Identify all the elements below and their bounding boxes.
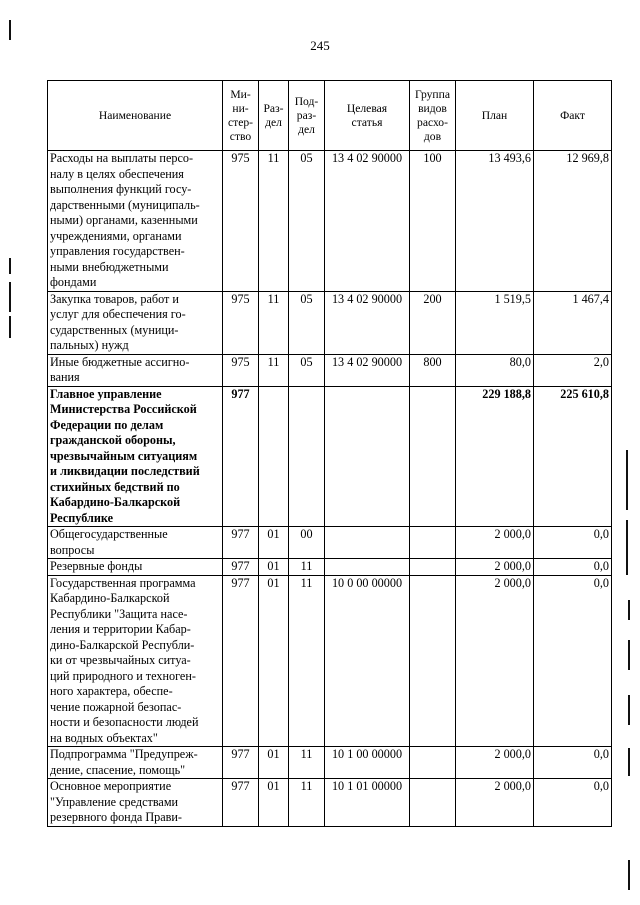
row-name-cell: Подпрограмма "Предупреж- дение, спасение, помощь" <box>48 747 223 779</box>
subsection-cell: 00 <box>289 527 325 559</box>
group-cell <box>410 559 456 576</box>
ministry-cell: 975 <box>223 151 259 292</box>
scan-mark <box>9 258 11 274</box>
subsection-cell: 05 <box>289 354 325 386</box>
scan-mark <box>626 520 628 575</box>
ministry-cell: 977 <box>223 747 259 779</box>
page-number: 245 <box>310 38 330 53</box>
subsection-cell: 11 <box>289 559 325 576</box>
plan-cell: 2 000,0 <box>456 747 534 779</box>
scan-mark <box>628 695 630 725</box>
table-row <box>48 747 612 779</box>
ministry-cell: 977 <box>223 386 259 527</box>
scan-mark <box>628 600 630 620</box>
section-cell: 11 <box>259 151 289 292</box>
scan-mark <box>9 20 11 40</box>
header-ministry: Ми- ни- стер- ство <box>223 81 259 151</box>
fact-cell: 225 610,8 <box>534 386 612 527</box>
fact-cell: 1 467,4 <box>534 291 612 354</box>
scan-mark <box>628 748 630 776</box>
group-cell: 800 <box>410 354 456 386</box>
header-plan: План <box>456 81 534 151</box>
header-group: Группа видов расхо- дов <box>410 81 456 151</box>
table-row <box>48 291 612 354</box>
ministry-cell: 977 <box>223 779 259 827</box>
group-cell <box>410 779 456 827</box>
plan-cell: 2 000,0 <box>456 527 534 559</box>
table-row <box>48 386 612 527</box>
row-name-cell: Закупка товаров, работ и услуг для обеспечения го- сударственных (муници- пальных) нужд <box>48 291 223 354</box>
ministry-cell: 975 <box>223 354 259 386</box>
section-cell: 01 <box>259 527 289 559</box>
section-cell: 11 <box>259 354 289 386</box>
budget-table <box>47 80 612 827</box>
fact-cell: 2,0 <box>534 354 612 386</box>
fact-cell: 0,0 <box>534 747 612 779</box>
row-name-cell: Основное мероприятие "Управление средствами резервного фонда Прави- <box>48 779 223 827</box>
scan-mark <box>9 316 11 338</box>
subsection-cell: 11 <box>289 779 325 827</box>
row-name-cell: Государственная программа Кабардино-Балкарской Республики "Защита насе- ления и территории Кабар- дино-Балкарской Республи- ки от чрезвычайных ситуа- ций природного и техноген- ного характера, обеспе- чение пожарной безопас- ности и безопасности людей на водных объектах" <box>48 575 223 747</box>
plan-cell: 1 519,5 <box>456 291 534 354</box>
ministry-cell: 977 <box>223 559 259 576</box>
table-row <box>48 151 612 292</box>
scan-mark <box>9 282 11 312</box>
subsection-cell <box>289 386 325 527</box>
target-cell: 13 4 02 90000 <box>325 291 410 354</box>
header-fact: Факт <box>534 81 612 151</box>
fact-cell: 0,0 <box>534 527 612 559</box>
target-cell <box>325 527 410 559</box>
table-row <box>48 575 612 747</box>
ministry-cell: 977 <box>223 527 259 559</box>
plan-cell: 2 000,0 <box>456 779 534 827</box>
fact-cell: 0,0 <box>534 559 612 576</box>
subsection-cell: 11 <box>289 575 325 747</box>
row-name-cell: Резервные фонды <box>48 559 223 576</box>
header-name: Наименование <box>48 81 223 151</box>
subsection-cell: 05 <box>289 151 325 292</box>
section-cell: 01 <box>259 779 289 827</box>
target-cell: 10 1 01 00000 <box>325 779 410 827</box>
plan-cell: 229 188,8 <box>456 386 534 527</box>
section-cell <box>259 386 289 527</box>
row-name-cell: Общегосударственные вопросы <box>48 527 223 559</box>
fact-cell: 0,0 <box>534 575 612 747</box>
fact-cell: 12 969,8 <box>534 151 612 292</box>
section-cell: 01 <box>259 747 289 779</box>
group-cell: 100 <box>410 151 456 292</box>
target-cell <box>325 559 410 576</box>
ministry-cell: 977 <box>223 575 259 747</box>
plan-cell: 2 000,0 <box>456 559 534 576</box>
target-cell <box>325 386 410 527</box>
scan-mark <box>628 640 630 670</box>
row-name-cell: Иные бюджетные ассигно- вания <box>48 354 223 386</box>
section-cell: 11 <box>259 291 289 354</box>
table-row <box>48 779 612 827</box>
scan-mark <box>628 860 630 890</box>
header-section: Раз- дел <box>259 81 289 151</box>
header-target: Целевая статья <box>325 81 410 151</box>
group-cell <box>410 527 456 559</box>
plan-cell: 80,0 <box>456 354 534 386</box>
target-cell: 13 4 02 90000 <box>325 354 410 386</box>
table-header-row <box>48 81 612 151</box>
table-row <box>48 527 612 559</box>
target-cell: 10 1 00 00000 <box>325 747 410 779</box>
section-cell: 01 <box>259 559 289 576</box>
plan-cell: 13 493,6 <box>456 151 534 292</box>
scan-mark <box>626 450 628 510</box>
target-cell: 13 4 02 90000 <box>325 151 410 292</box>
group-cell: 200 <box>410 291 456 354</box>
subsection-cell: 05 <box>289 291 325 354</box>
row-name-cell: Расходы на выплаты персо- налу в целях обеспечения выполнения функций госу- дарственными (муниципаль- ными) органами, казенными учреждениями, органами управления государствен- ными внебюджетными фондами <box>48 151 223 292</box>
group-cell <box>410 386 456 527</box>
table-row <box>48 559 612 576</box>
group-cell <box>410 575 456 747</box>
row-name-cell: Главное управление Министерства Российской Федерации по делам гражданской обороны, чрезвычайным ситуациям и ликвидации последствий стихийных бедствий по Кабардино-Балкарской Республике <box>48 386 223 527</box>
ministry-cell: 975 <box>223 291 259 354</box>
group-cell <box>410 747 456 779</box>
section-cell: 01 <box>259 575 289 747</box>
plan-cell: 2 000,0 <box>456 575 534 747</box>
header-subsection: Под- раз- дел <box>289 81 325 151</box>
fact-cell: 0,0 <box>534 779 612 827</box>
table-row <box>48 354 612 386</box>
subsection-cell: 11 <box>289 747 325 779</box>
target-cell: 10 0 00 00000 <box>325 575 410 747</box>
